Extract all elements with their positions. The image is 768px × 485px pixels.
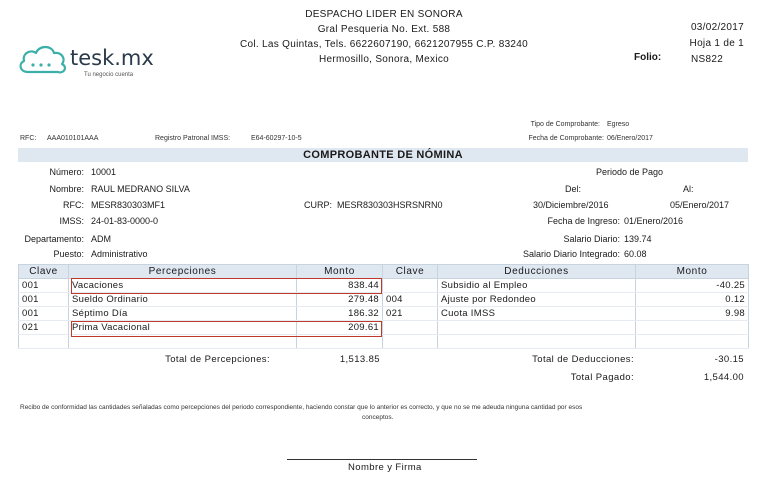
cell: 004 xyxy=(383,293,438,307)
puesto-label: Puesto: xyxy=(53,249,84,259)
table-row xyxy=(19,293,749,307)
nombre-value: RAUL MEDRANO SILVA xyxy=(91,184,190,194)
total-ded-label: Total de Deducciones: xyxy=(532,354,634,365)
rfc-label: RFC: xyxy=(63,200,84,210)
doc-date: 03/02/2017 xyxy=(690,22,744,33)
nombre-label: Nombre: xyxy=(49,184,84,194)
cell: 021 xyxy=(383,307,438,321)
total-pagado-label: Total Pagado: xyxy=(570,372,634,383)
cell: 9.98 xyxy=(636,307,749,321)
table-row xyxy=(19,307,749,321)
cell: Vacaciones xyxy=(69,279,297,293)
company-colony: Col. Las Quintas, Tels. 6622607190, 6621207955 C.P. 83240 xyxy=(239,39,529,50)
rfc-value: MESR830303MF1 xyxy=(91,200,166,210)
emisor-rfc-label: RFC: xyxy=(20,135,37,142)
folio-value: NS822 xyxy=(691,54,724,65)
registro-label: Registro Patronal IMSS: xyxy=(155,135,231,142)
cell: 0.12 xyxy=(636,293,749,307)
cell xyxy=(438,321,636,335)
company-name: DESPACHO LIDER EN SONORA xyxy=(305,9,463,20)
depto-label: Departamento: xyxy=(24,234,84,244)
cell: Séptimo Día xyxy=(69,307,297,321)
total-ded-value: -30.15 xyxy=(714,354,744,365)
sdi-label: Salario Diario Integrado: xyxy=(522,249,620,259)
tipo-value: Egreso xyxy=(607,121,630,128)
header-monto-ded: Monto xyxy=(636,265,749,279)
highlight-prima-vacacional xyxy=(71,321,382,337)
curp-label: CURP: xyxy=(304,200,333,210)
ingreso-label: Fecha de Ingreso: xyxy=(547,216,620,226)
cell: Ajuste por Redondeo xyxy=(438,293,636,307)
signature-label: Nombre y Firma xyxy=(348,462,422,473)
total-pagado-value: 1,544.00 xyxy=(703,372,744,383)
logo-brand: tesk.mx xyxy=(70,46,154,70)
del-value: 30/Diciembre/2016 xyxy=(533,200,609,210)
cell: 838.44 xyxy=(297,279,383,293)
cell xyxy=(636,321,749,335)
numero-label: Número: xyxy=(49,167,84,177)
conformidad-text: Recibo de conformidad las cantidades señaladas como percepciones del periodo correspondiente, haciendo constar que lo anterior es correcto, y que no se me adeuda ninguna cantidad por esos xyxy=(20,404,583,411)
cell: Cuota IMSS xyxy=(438,307,636,321)
tipo-label: Tipo de Comprobante: xyxy=(530,121,600,128)
salario-label: Salario Diario: xyxy=(563,234,620,244)
cloud-icon xyxy=(16,42,68,78)
cell: 279.48 xyxy=(297,293,383,307)
cell: Prima Vacacional xyxy=(69,321,297,335)
cell xyxy=(19,335,69,349)
conformidad-text-2: conceptos. xyxy=(362,414,394,421)
header-clave-perc: Clave xyxy=(19,265,69,279)
total-perc-value: 1,513.85 xyxy=(339,354,380,365)
registro-value: E64-60297-10-5 xyxy=(251,135,302,142)
cell: Subsidio al Empleo xyxy=(438,279,636,293)
imss-label: IMSS: xyxy=(59,216,84,226)
imss-value: 24-01-83-0000-0 xyxy=(91,216,159,226)
cell: 209.61 xyxy=(297,321,383,335)
cell xyxy=(636,335,749,349)
cell: 001 xyxy=(19,293,69,307)
document-title: COMPROBANTE DE NÓMINA xyxy=(18,148,748,162)
emisor-rfc: AAA010101AAA xyxy=(47,135,99,142)
fecha-comp-value: 06/Enero/2017 xyxy=(607,135,653,142)
cell: 001 xyxy=(19,279,69,293)
puesto-value: Administrativo xyxy=(91,249,148,259)
cell: 186.32 xyxy=(297,307,383,321)
cell: -40.25 xyxy=(636,279,749,293)
cell xyxy=(383,321,438,335)
depto-value: ADM xyxy=(91,234,111,244)
header-monto-perc: Monto xyxy=(297,265,383,279)
signature-line xyxy=(287,459,477,460)
salario-value: 139.74 xyxy=(624,234,652,244)
company-city: Hermosillo, Sonora, Mexico xyxy=(318,54,450,65)
cell xyxy=(383,279,438,293)
logo-tagline: Tu negocio cuenta xyxy=(84,72,134,78)
header-deducciones: Deducciones xyxy=(438,265,636,279)
doc-page: Hoja 1 de 1 xyxy=(689,38,744,49)
periodo-label: Periodo de Pago xyxy=(596,167,664,177)
folio-label: Folio: xyxy=(634,52,662,63)
del-label: Del: xyxy=(565,184,582,194)
curp-value: MESR830303HSRSNRN0 xyxy=(337,200,443,210)
fecha-comp-label: Fecha de Comprobante: xyxy=(528,135,604,142)
sdi-value: 60.08 xyxy=(624,249,647,259)
cell xyxy=(438,335,636,349)
total-perc-label: Total de Percepciones: xyxy=(165,354,270,365)
cell: Sueldo Ordinario xyxy=(69,293,297,307)
header-clave-ded: Clave xyxy=(383,265,438,279)
highlight-vacaciones xyxy=(71,278,382,294)
ingreso-value: 01/Enero/2016 xyxy=(624,216,684,226)
company-street: Gral Pesqueria No. Ext. 588 xyxy=(317,24,451,35)
cell: 021 xyxy=(19,321,69,335)
al-label: Al: xyxy=(683,184,694,194)
table-header-row xyxy=(19,265,749,279)
al-value: 05/Enero/2017 xyxy=(670,200,730,210)
cell: 001 xyxy=(19,307,69,321)
cell xyxy=(383,335,438,349)
header-percepciones: Percepciones xyxy=(69,265,297,279)
numero-value: 10001 xyxy=(91,167,117,177)
